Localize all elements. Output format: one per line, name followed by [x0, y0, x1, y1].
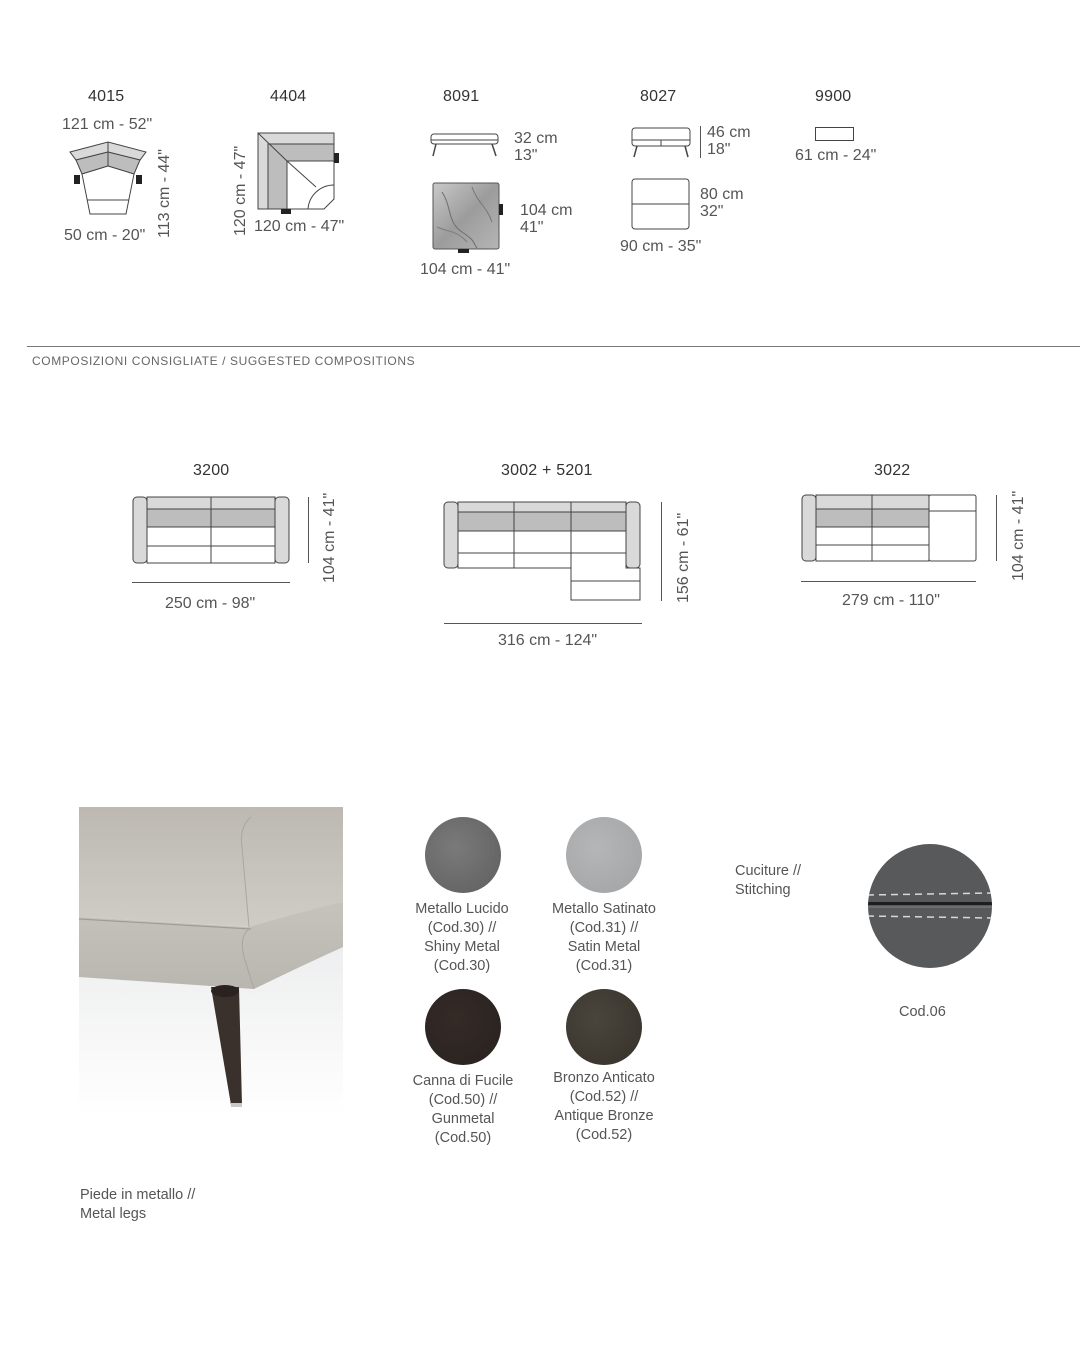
seat-cushion [79, 807, 343, 927]
finish-caption-shiny-metal [387, 900, 537, 976]
module-8027-height-cm: 46 cm [707, 124, 751, 141]
composition-3022-width: 279 cm - 110" [842, 592, 940, 609]
left-arm [802, 495, 816, 561]
composition-3200-width: 250 cm - 98" [165, 595, 256, 612]
finish-swatch-antique-bronze[interactable] [566, 989, 642, 1065]
module-8091-depth-cm: 104 cm [520, 202, 573, 219]
composition-3022-depth-line [996, 495, 997, 561]
module-4015-drawing [60, 138, 160, 218]
finish-swatch-gunmetal[interactable] [425, 989, 501, 1065]
finish-name-en: Antique Bronze [554, 1108, 654, 1124]
finish-code-it: (Cod.31) // [569, 920, 639, 936]
stitching-label-line2: Stitching [735, 882, 791, 898]
finish-swatch-shiny-metal[interactable] [425, 817, 501, 893]
finish-swatch-satin-metal[interactable] [566, 817, 642, 893]
module-8091-depth-in: 41" [520, 219, 544, 236]
finish-name-en: Gunmetal [431, 1111, 495, 1127]
composition-3002-5201-drawing [443, 501, 643, 603]
module-4404-seat [287, 161, 334, 209]
composition-3002-5201-width-line [444, 623, 642, 624]
composition-3022-depth: 104 cm - 41" [1010, 490, 1027, 581]
finish-name-en: Satin Metal [567, 939, 641, 955]
finish-code-it: (Cod.50) // [428, 1092, 498, 1108]
finish-name-it: Metallo Satinato [552, 901, 656, 917]
module-8027-depth-in: 32" [700, 203, 724, 220]
module-8027-side-drawing [630, 126, 694, 162]
finish-name-it: Bronzo Anticato [553, 1070, 655, 1086]
composition-3002-5201-depth: 156 cm - 61" [675, 512, 692, 603]
composition-3200-drawing [132, 496, 292, 566]
finish-name-it: Canna di Fucile [412, 1073, 514, 1089]
module-8091-height-in: 13" [514, 147, 538, 164]
module-4404-drawing [258, 133, 338, 213]
finish-code-en: (Cod.30) [433, 958, 491, 974]
finish-caption-satin-metal [529, 900, 679, 976]
composition-3200-depth-line [308, 497, 309, 563]
module-8027-height-line [700, 126, 701, 158]
module-4015-width: 121 cm - 52" [62, 116, 153, 133]
composition-3200-code: 3200 [193, 462, 230, 479]
composition-3022-width-line [801, 581, 976, 582]
module-4015-code: 4015 [88, 88, 125, 105]
finish-code-it: (Cod.52) // [569, 1089, 639, 1105]
finish-name-en: Shiny Metal [424, 939, 500, 955]
composition-3002-5201-depth-line [661, 502, 662, 601]
stitching-swatch[interactable] [867, 843, 993, 969]
module-8027-top-drawing [630, 177, 692, 233]
section-title: COMPOSIZIONI CONSIGLIATE / SUGGESTED COMPOSITIONS [32, 354, 416, 368]
module-8091-height-cm: 32 cm [514, 130, 558, 147]
right-arm [275, 497, 289, 563]
module-8027-code: 8027 [640, 88, 677, 105]
stitching-label-line1: Cuciture // [735, 863, 802, 879]
finish-code-en: (Cod.50) [434, 1130, 492, 1146]
composition-3022-code: 3022 [874, 462, 911, 479]
legs-caption-line1: Piede in metallo // [80, 1187, 196, 1203]
legs-caption-line2: Metal legs [80, 1206, 147, 1222]
legs-caption [80, 1186, 195, 1224]
module-4015-seat [82, 166, 134, 214]
module-8091-width: 104 cm - 41" [420, 261, 511, 278]
stitching-label [735, 862, 801, 900]
right-arm [626, 502, 640, 568]
module-9900-width: 61 cm - 24" [795, 147, 877, 164]
finish-code-it: (Cod.30) // [427, 920, 497, 936]
composition-3002-5201-code: 3002 + 5201 [501, 462, 593, 479]
module-4404-width: 120 cm - 47" [254, 218, 345, 235]
finish-caption-gunmetal [388, 1072, 538, 1148]
module-4404-height: 120 cm - 47" [232, 145, 249, 236]
stitching-code: Cod.06 [899, 1004, 946, 1020]
left-arm [444, 502, 458, 568]
composition-3200-depth: 104 cm - 41" [321, 492, 338, 583]
module-8091-top-drawing [432, 182, 504, 254]
module-8027-height-in: 18" [707, 141, 731, 158]
module-4404-code: 4404 [270, 88, 307, 105]
module-4015-depth: 113 cm - 44" [156, 149, 173, 238]
metal-leg-photo [79, 807, 343, 1117]
module-8091-side-drawing [430, 132, 500, 160]
left-arm [133, 497, 147, 563]
composition-3200-width-line [132, 582, 290, 583]
finish-name-it: Metallo Lucido [415, 901, 509, 917]
module-8091-code: 8091 [443, 88, 480, 105]
section-divider [27, 346, 1080, 347]
module-8027-width: 90 cm - 35" [620, 238, 702, 255]
module-9900-code: 9900 [815, 88, 852, 105]
module-8027-depth-cm: 80 cm [700, 186, 744, 203]
composition-3022-drawing [801, 494, 981, 564]
module-9900-drawing [815, 127, 854, 141]
composition-3002-5201-width: 316 cm - 124" [498, 632, 598, 649]
finish-code-en: (Cod.31) [575, 958, 633, 974]
finish-caption-antique-bronze [529, 1069, 679, 1145]
finish-code-en: (Cod.52) [575, 1127, 633, 1143]
module-4015-bottom-width: 50 cm - 20" [64, 227, 146, 244]
